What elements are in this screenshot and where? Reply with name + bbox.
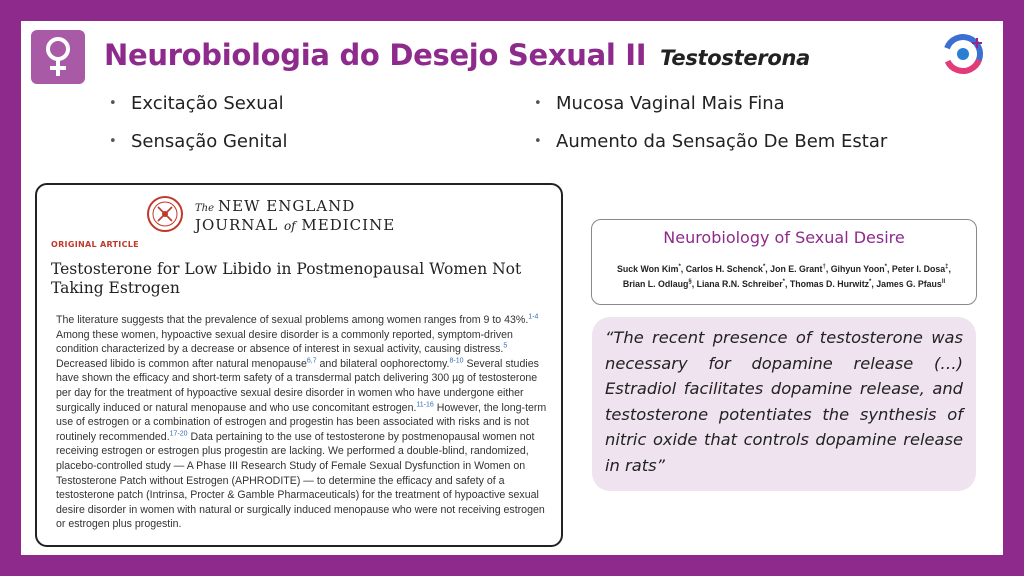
author-affiliation-mark: * — [869, 279, 872, 286]
title-main: Neurobiologia do Desejo Sexual II — [104, 38, 647, 72]
author-separator: , — [691, 279, 697, 289]
article-body — [56, 313, 548, 532]
journal-line2a: JOURNAL — [195, 216, 279, 234]
article-label: ORIGINAL ARTICLE — [51, 240, 139, 249]
authors-line-1 — [602, 262, 966, 277]
reference-number[interactable]: 1-4 — [528, 313, 539, 321]
reference-number[interactable]: 5 — [503, 342, 508, 350]
author-name: Peter I. Dosa — [891, 264, 946, 274]
author-separator: , — [680, 264, 686, 274]
reference-number[interactable]: 11-16 — [416, 401, 434, 409]
author-name: Gihyun Yoon — [830, 264, 885, 274]
journal-line2b: MEDICINE — [301, 216, 396, 234]
journal-of: of — [283, 219, 296, 233]
nejm-article-excerpt — [35, 183, 563, 547]
author-name: Suck Won Kim — [617, 264, 679, 274]
reference-number[interactable]: 6,7 — [306, 357, 317, 365]
author-affiliation-mark: ll — [941, 279, 946, 286]
venus-icon-box — [31, 30, 85, 84]
journal-the: The — [195, 203, 215, 214]
bullet-item: • Mucosa Vaginal Mais Fina — [534, 93, 887, 131]
reference-number[interactable]: 17-20 — [169, 430, 188, 438]
brand-logo-icon — [943, 30, 989, 76]
bullet-item: • Sensação Genital — [109, 131, 288, 169]
article-title: Testosterone for Low Libido in Postmenopausal Women Not Taking Estrogen — [51, 260, 522, 297]
author-name: James G. Pfaus — [876, 279, 942, 289]
nejm-seal-icon — [146, 195, 184, 233]
author-name: Liana R.N. Schreiber — [696, 279, 783, 289]
author-name: Jon E. Grant — [770, 264, 823, 274]
reference-number[interactable]: 8-10 — [449, 357, 464, 365]
article-body-segment: However, the long-term use of estrogen or a combination of estrogen and progestin has been associated with risks and is not routinely recommended. — [56, 401, 547, 443]
journal-line1: NEW ENGLAND — [218, 197, 356, 215]
page-title — [104, 38, 810, 72]
paper-authors — [602, 262, 966, 292]
author-affiliation-mark: * — [782, 279, 785, 286]
quote-text: “The recent presence of testosterone was necessary for dopamine release (…) Estradiol facilitates dopamine release, and testosterone potentiates the synthesis of nitric oxide that controls dopamine release in rats” — [605, 328, 963, 475]
title-subtitle: Testosterona — [660, 46, 810, 70]
author-affiliation-mark: ‡ — [945, 264, 949, 271]
bullet-list-left — [109, 93, 288, 169]
bullet-item: • Aumento da Sensação De Bem Estar — [534, 131, 887, 169]
article-body-segment: Decreased libido is common after natural menopause — [56, 357, 307, 370]
author-affiliation-mark: * — [884, 264, 887, 271]
article-body-segment: The literature suggests that the prevalence of sexual problems among women ranges from 9 to 43%. — [56, 314, 529, 326]
author-separator: , — [886, 264, 892, 274]
article-body-segment: Data pertaining to the use of testosterone by postmenopausal women not receiving estrogen or estrogen plus progestin are lacking. We performed a double-blind, randomized, placebo-controlled study — A Phase III Research Study of Female Sexual Dysfunction in Women on Testosterone Patch without Estrogen (APHRODITE) — to determine the efficacy and safety of a testosterone patch (Intrinsa, Procter & Gamble Pharmaceuticals) for the treatment of hypoactive sexual desire disorder in women with natural or surgically induced menopause who were not receiving estrogen or estrogen plus progestin. — [56, 430, 545, 531]
paper-reference-box — [591, 219, 977, 305]
bullet-item: • Excitação Sexual — [109, 93, 288, 131]
author-name: Carlos H. Schenck — [685, 264, 763, 274]
author-affiliation-mark: § — [688, 279, 692, 286]
author-separator: , — [948, 264, 951, 274]
venus-icon — [43, 36, 73, 78]
authors-line-2 — [602, 277, 966, 292]
slide — [21, 21, 1003, 555]
author-separator: , — [871, 279, 877, 289]
article-body-segment: Several studies have shown the efficacy and short-term safety of a transdermal patch delivering 300 µg of testosterone per day for the treatment of hypoactive sexual desire disorder in women who have undergone either surgically induced or natural menopause and who use concomitant estrogen. — [56, 357, 539, 414]
author-separator: , — [765, 264, 771, 274]
author-name: Thomas D. Hurwitz — [789, 279, 870, 289]
article-body-segment: Among these women, hypoactive sexual desire disorder is a commonly reported, symptom-driven condition characterized by a decrease or absence of interest in sexual activity, causing distress. — [56, 328, 513, 356]
author-separator: , — [825, 264, 831, 274]
paper-title: Neurobiology of Sexual Desire — [663, 228, 905, 247]
author-name: Brian L. Odlaug — [622, 279, 689, 289]
bullet-list-right — [534, 93, 887, 169]
article-body-segment: and bilateral oophorectomy. — [316, 357, 450, 370]
quote-box — [592, 317, 976, 491]
author-affiliation-mark: * — [762, 264, 766, 271]
author-affiliation-mark: * — [678, 264, 681, 271]
author-affiliation-mark: † — [822, 264, 826, 271]
journal-name — [195, 197, 395, 234]
author-separator: , — [784, 279, 790, 289]
